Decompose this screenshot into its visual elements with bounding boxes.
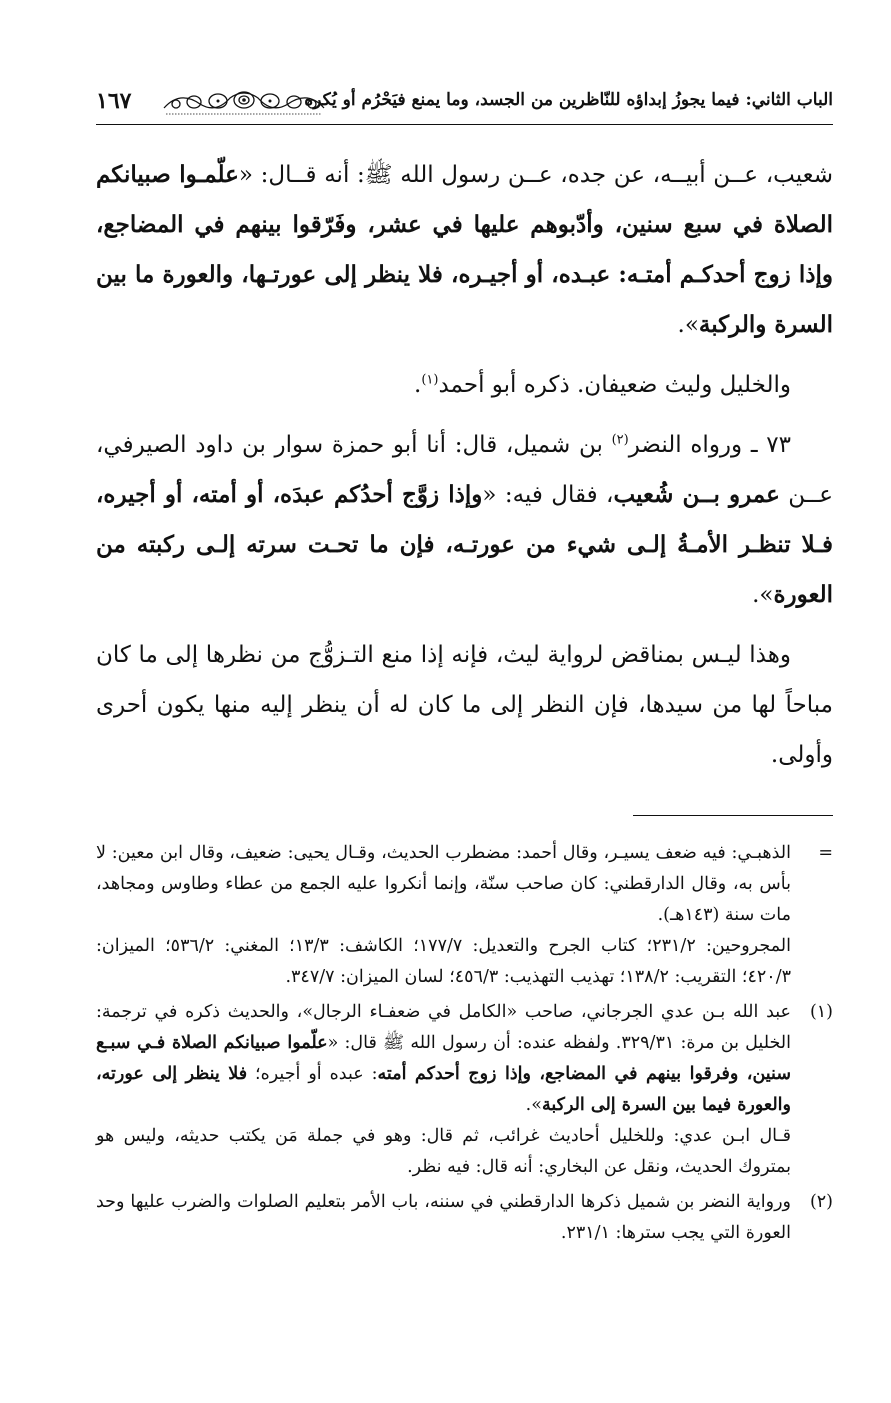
text-run: ».: [525, 1095, 542, 1115]
page-number: ١٦٧: [96, 88, 132, 114]
paragraph-hadith-73: [96, 420, 833, 620]
text-run: .: [414, 372, 422, 398]
main-text: [96, 150, 833, 780]
running-header: [96, 84, 833, 124]
ornament-icon: [160, 86, 328, 116]
footnote-2: [96, 1187, 833, 1249]
footnote-text: قـال ابـن عدي: وللخليل أحاديث غرائب، ثم قال: وهو في جملة مَن يكتب حديثه، وليس هو بمتروك الحديث، ونقل عن البخاري: أنه قال: فيه نظر.: [96, 1126, 791, 1177]
paragraph-hadith-shuayb: [96, 150, 833, 350]
text-run: عبد الله بـن عدي الجرجاني، صاحب «الكامل في ضعفـاء الرجال»، والحديث ذكره في ترجمة: الخليل بن مرة: ٣٢٩/٣١. ولفظه عنده: أن رسول الله ﷺ قال: «: [96, 1002, 791, 1053]
footnotes: [96, 838, 833, 1249]
hadith-quote: فلا ينظر إلى عورته، والعورة فيما بين السرة إلى الركبة: [96, 1064, 791, 1115]
footnote-marker: (١): [809, 1002, 833, 1022]
footnote-ref-2[interactable]: (٢): [611, 432, 629, 448]
chapter-title: الباب الثاني: فيما يجوزُ إبداؤه للنّاظرين من الجسد، وما يمنع فيَحْرُم أو يُكره: [304, 90, 833, 110]
footnote-1: [96, 997, 833, 1183]
paragraph-commentary: [96, 630, 833, 780]
footnote-divider: [633, 815, 833, 816]
narrator-name: عمرو بــن شُعيب: [613, 481, 780, 508]
footnote-text: الذهبـي: فيه ضعف يسيـر، وقال أحمد: مضطرب الحديث، وقـال يحيى: ضعيف، وقال ابن معين: لا بأس به، وقال الدارقطني: كان صاحب سنّة، وإنما أنكروا عليه الجمع من عطاء وطاوس ومجاهد، مات سنة (١٤٣هـ).: [96, 843, 791, 925]
text-run: ، فقال فيه: «: [482, 482, 614, 508]
text-run: والخليل وليث ضعيفان. ذكره أبو أحمد: [438, 372, 791, 398]
text-run: ٧٣ ـ ورواه النضر: [628, 432, 791, 458]
text-run: ».: [677, 312, 699, 338]
footnote-marker: (٢): [809, 1192, 833, 1212]
footnote-sources: المجروحين: ٢٣١/٢؛ كتاب الجرح والتعديل: ١٧٧/٧؛ الكاشف: ١٣/٣؛ المغني: ٥٣٦/٢؛ الميزان: ٤٢٠/٣؛ التقريب: ١٣٨/٢؛ تهذيب التهذيب: ٤٥٦/٣؛ لسان الميزان: ٣٤٧/٧.: [96, 936, 792, 987]
text-run: ».: [752, 582, 774, 608]
text-run: شعيب، عــن أبيــه، عن جده، عــن رسول الله ﷺ: أنه قــال: «: [238, 162, 834, 188]
footnote-ref-1[interactable]: (١): [421, 372, 439, 388]
hadith-quote: علّمـوا صبيانكم الصلاة في سبع سنين، وأدّبوهم عليها في عشر، وفَرّقوا بينهم في المضاجع، وإذا زوج أحدكـم أمتـه: عبـده، أو أجيـره، فلا ينظر إلى عورتـها، والعورة ما بين السرة والركبة: [96, 161, 833, 338]
header-divider: [96, 124, 833, 125]
hadith-quote: وإذا زوَّج أحدُكم عبدَه، أو أمته، أو أجيره، فـلا تنظـر الأمـةُ إلـى شيء من عورتـه، فإن ما تحـت سرته إلـى ركبته من العورة: [96, 481, 833, 608]
text-run: بن شميل، قال: أنا أبو حمزة سوار بن داود الصيرفي، عــن: [96, 432, 833, 508]
paragraph-narrators-weak: [96, 360, 833, 410]
footnote-text: ورواية النضر بن شميل ذكرها الدارقطني في سننه، باب الأمر بتعليم الصلوات والضرب عليها وحد العورة التي يجب سترها: ٢٣١/١.: [96, 1192, 791, 1243]
footnote-continuation: [96, 838, 833, 993]
hadith-quote: علّموا صبيانكم الصلاة فـي سبـع سنين، وفرقوا بينهم في المضاجع، وإذا زوج أحدكم أمته: [96, 1033, 792, 1084]
text-run: وهذا ليـس بمناقض لرواية ليث، فإنه إذا منع التـزوُّج من نظرها إلى ما كان مباحاً لها من سيدها، فإن النظر إلى ما كان له أن ينظر إليه منها يكون أحرى وأولى.: [96, 642, 833, 768]
footnote-text: [96, 997, 791, 1121]
continuation-marker: =: [818, 843, 833, 863]
text-run: : عبده أو أجيره؛: [247, 1064, 378, 1084]
